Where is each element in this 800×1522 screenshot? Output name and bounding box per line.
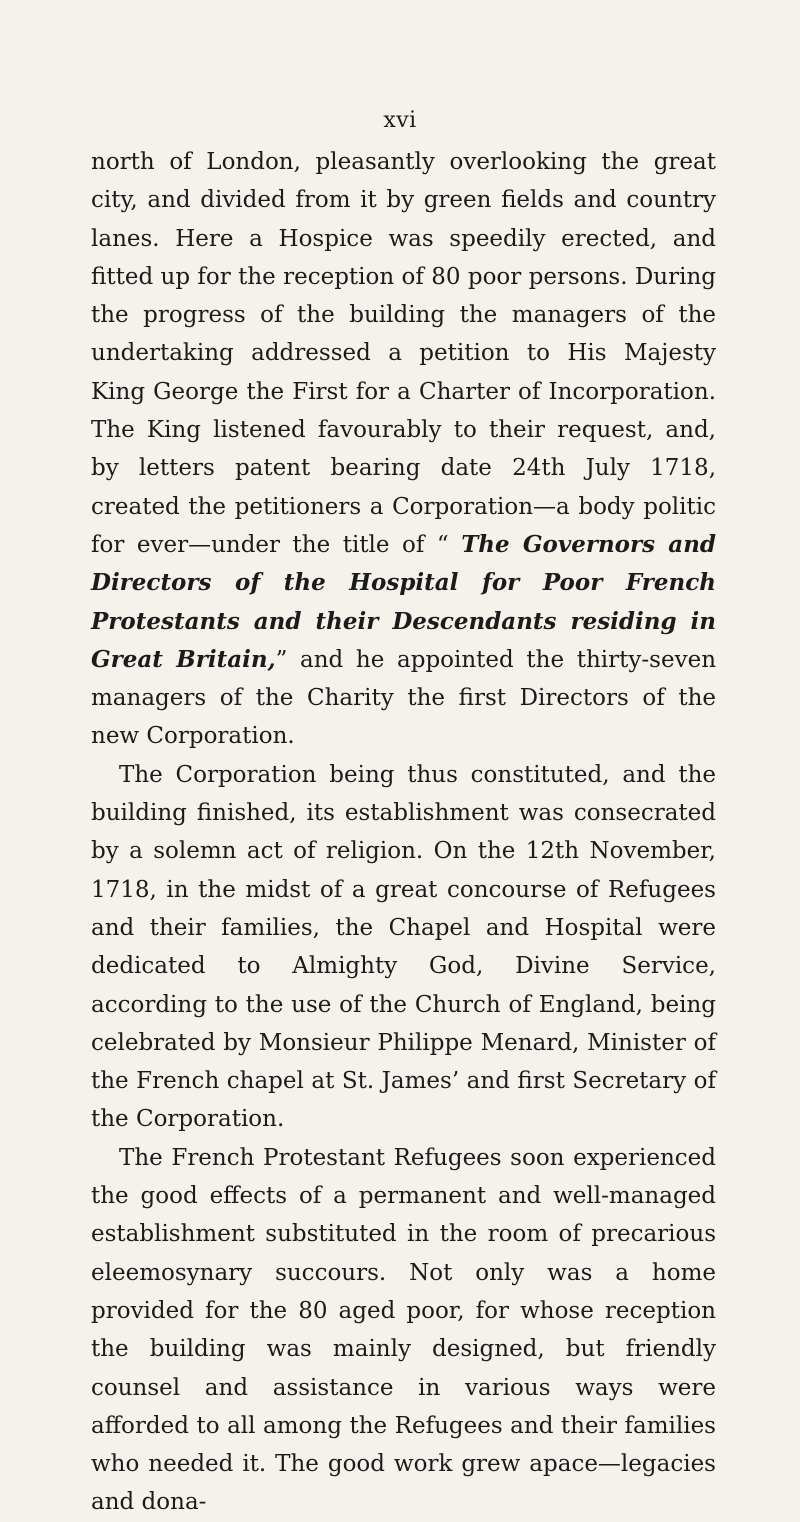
paragraph-1 (91, 143, 716, 756)
paragraph-1-text-a: north of London, pleasantly overlooking the great city, and divided from it by green fields and country lanes. Here a Hospice was speedily erected, and fitted up for the reception of 80 poor persons. During the progress of the building the managers of the undertaking addressed a petition to His Majesty King George the First for a Charter of Incorporation. The King listened favourably to their request, and, by letters patent bearing date 24th July 1718, created the petitioners a Corporation—a body politic for ever—under the title of “ (91, 149, 716, 558)
paragraph-2 (91, 756, 716, 1139)
paragraph-3 (91, 1139, 716, 1522)
paragraph-3-text: The French Protestant Refugees soon experienced the good effects of a permanent and well-managed establishment substituted in the room of precarious eleemosynary succours. Not only was a home provided for the 80 aged poor, for whose reception the building was mainly designed, but friendly counsel and assistance in various ways were afforded to all among the Refugees and their families who needed it. The good work grew apace—legacies and dona- (91, 1144, 716, 1516)
paragraph-1-text-b: ” and he appointed the thirty-seven managers of the Charity the first Directors of the new Corporation. (91, 646, 717, 750)
corporation-title: The Governors and Directors of the Hospital for Poor French Protestants and their Descendants residing in Great Britain, (91, 530, 717, 673)
body-text (91, 143, 716, 1522)
paragraph-2-text: The Corporation being thus constituted, and the building finished, its establishment was consecrated by a solemn act of religion. On the 12th November, 1718, in the midst of a great concourse of Refugees and their families, the Chapel and Hospital were dedicated to Almighty God, Divine Service, according to the use of the Church of England, being celebrated by Monsieur Philippe Menard, Minister of the French chapel at St. James’ and first Secretary of the Corporation. (91, 761, 716, 1133)
page-number: xvi (383, 108, 417, 133)
